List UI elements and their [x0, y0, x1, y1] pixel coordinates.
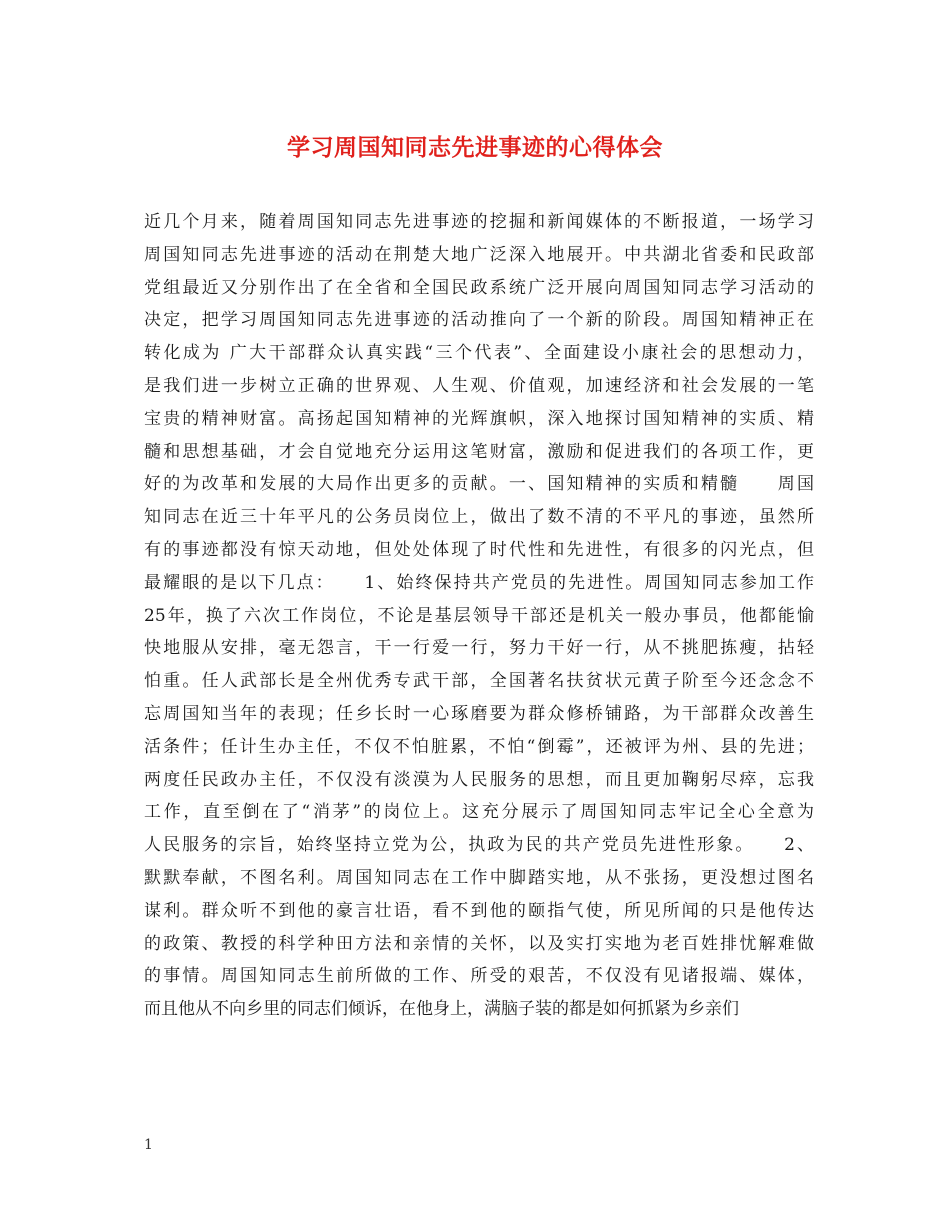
body-text-line: 谋利。群众听不到他的豪言壮语，看不到他的颐指气使，所见所闻的只是他传达: [144, 900, 814, 921]
body-text-line: 决定，把学习周国知同志先进事迹的活动推向了一个新的阶段。周国知精神正在: [144, 310, 814, 331]
body-text-line: 而且他从不向乡里的同志们倾诉，在他身上，满脑子装的都是如何抓紧为乡亲们: [144, 999, 739, 1020]
body-text-line: 髓和思想基础，才会自觉地充分运用这笔财富，激励和促进我们的各项工作，更: [144, 441, 814, 462]
page-number: 1: [144, 1137, 153, 1153]
body-text-line: 有的事迹都没有惊天动地，但处处体现了时代性和先进性，有很多的闪光点，但: [144, 539, 814, 560]
body-text-line: 两度任民政办主任，不仅没有淡漠为人民服务的思想，而且更加鞠躬尽瘁，忘我: [144, 769, 814, 790]
body-text-line: 最耀眼的是以下几点： 1、始终保持共产党员的先进性。周国知同志参加工作: [144, 572, 814, 593]
body-text-line: 默默奉献，不图名利。周国知同志在工作中脚踏实地，从不张扬，更没想过图名: [144, 867, 814, 888]
body-text-line: 25年，换了六次工作岗位，不论是基层领导干部还是机关一般办事员，他都能愉: [144, 605, 814, 626]
body-text-line: 周国知同志先进事迹的活动在荆楚大地广泛深入地展开。中共湖北省委和民政部: [144, 244, 814, 265]
body-text-line: 快地服从安排，毫无怨言，干一行爱一行，努力干好一行，从不挑肥拣瘦，拈轻: [144, 638, 814, 659]
body-text-line: 的事情。周国知同志生前所做的工作、所受的艰苦，不仅没有见诸报端、媒体，: [144, 966, 814, 987]
body-text-line: 是我们进一步树立正确的世界观、人生观、价值观，加速经济和社会发展的一笔: [144, 375, 814, 396]
body-text-line: 知同志在近三十年平凡的公务员岗位上，做出了数不清的不平凡的事迹，虽然所: [144, 507, 814, 528]
body-text-line: 转化成为 广大干部群众认真实践“三个代表”、全面建设小康社会的思想动力，: [144, 343, 814, 364]
body-text-line: 好的为改革和发展的大局作出更多的贡献。一、国知精神的实质和精髓 周国: [144, 474, 814, 495]
body-text-line: 党组最近又分别作出了在全省和全国民政系统广泛开展向周国知同志学习活动的: [144, 277, 814, 298]
body-text-line: 工作，直至倒在了“消茅”的岗位上。这充分展示了周国知同志牢记全心全意为: [144, 802, 814, 823]
body-text-line: 忘周国知当年的表现；任乡长时一心琢磨要为群众修桥铺路，为干部群众改善生: [144, 703, 814, 724]
body-text-line: 怕重。任人武部长是全州优秀专武干部，全国著名扶贫状元黄子阶至今还念念不: [144, 671, 814, 692]
body-text-line: 宝贵的精神财富。高扬起国知精神的光辉旗帜，深入地探讨国知精神的实质、精: [144, 408, 814, 429]
body-text-line: 活条件；任计生办主任，不仅不怕脏累，不怕“倒霉”，还被评为州、县的先进；: [144, 736, 814, 757]
body-text-line: 的政策、教授的科学种田方法和亲情的关怀，以及实打实地为老百姓排忧解难做: [144, 933, 814, 954]
document-body: [144, 206, 814, 1026]
document-title: 学习周国知同志先进事迹的心得体会: [287, 134, 663, 161]
body-text-line: 近几个月来，随着周国知同志先进事迹的挖掘和新闻媒体的不断报道，一场学习: [144, 212, 814, 232]
body-text-line: 人民服务的宗旨，始终坚持立党为公，执政为民的共产党员先进性形象。 2、: [144, 835, 814, 856]
